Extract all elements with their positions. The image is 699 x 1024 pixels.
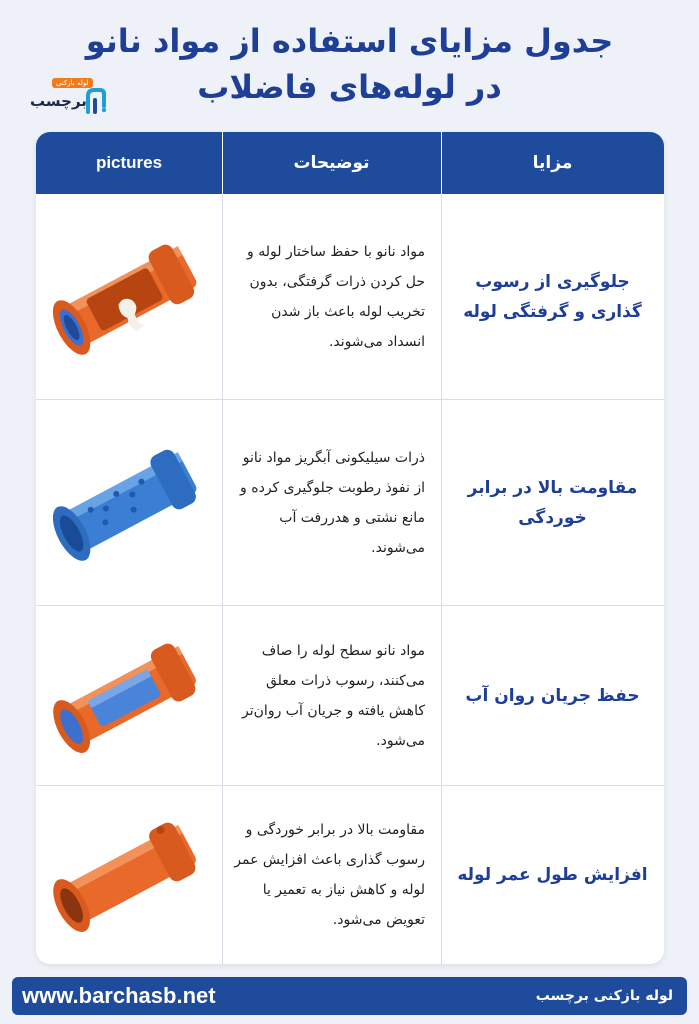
title-line-2: در لوله‌های فاضلاب xyxy=(197,68,502,106)
brand-logo[interactable] xyxy=(22,78,110,118)
table-row xyxy=(36,786,664,964)
description-cell: مواد نانو با حفظ ساختار لوله و حل کردن ذرات گرفتگی، بدون تخریب لوله باعث باز شدن انسداد می‌شوند. xyxy=(247,243,425,350)
footer-brand: لوله بازکنی برچسب xyxy=(535,988,673,1004)
pipe-logo-icon xyxy=(84,86,108,114)
table-row xyxy=(36,194,664,400)
logo-text: برچسب xyxy=(30,92,87,110)
table-header xyxy=(36,132,664,194)
orange-pipe-with-blue-lining-icon xyxy=(44,631,214,761)
description-cell: مواد نانو سطح لوله را صاف می‌کنند، رسوب ذرات معلق کاهش یافته و جریان آب روان‌تر می‌شود. xyxy=(242,642,425,749)
picture-cell xyxy=(36,400,222,605)
header-divider xyxy=(222,132,223,194)
title-line-1: جدول مزایای استفاده از مواد نانو xyxy=(85,22,614,60)
header-pictures: pictures xyxy=(95,153,163,172)
header-descriptions: توضیحات xyxy=(293,153,370,173)
blue-pipe-with-droplets-icon xyxy=(44,433,214,573)
picture-cell xyxy=(36,606,222,785)
footer-bar xyxy=(12,977,687,1015)
logo-tag: لوله بازکنی xyxy=(52,78,93,88)
table-row xyxy=(36,606,664,786)
advantages-table xyxy=(36,132,664,964)
orange-pipe-icon xyxy=(44,810,214,940)
advantage-cell: حفظ جریان روان آب xyxy=(465,685,640,706)
description-cell: مقاومت بالا در برابر خوردگی و رسوب گذاری باعث افزایش عمر لوله و کاهش نیاز به تعمیر یا تعویض می‌شود. xyxy=(234,822,425,928)
header-advantages: مزایا xyxy=(532,153,573,173)
orange-pipe-with-blockage-icon xyxy=(44,227,214,367)
advantage-cell: جلوگیری از رسوب گذاری و گرفتگی لوله xyxy=(463,271,642,322)
description-cell: ذرات سیلیکونی آبگریز مواد نانو از نفوذ رطوبت جلوگیری کرده و مانع نشتی و هدررفت آب می‌شوند. xyxy=(240,449,425,556)
picture-cell xyxy=(36,786,222,964)
advantage-cell: مقاومت بالا در برابر خوردگی xyxy=(467,477,638,528)
header-divider xyxy=(441,132,442,194)
advantage-cell: افزایش طول عمر لوله xyxy=(457,865,648,885)
picture-cell xyxy=(36,194,222,399)
table-row xyxy=(36,400,664,606)
website-link[interactable]: www.barchasb.net xyxy=(22,983,216,1008)
